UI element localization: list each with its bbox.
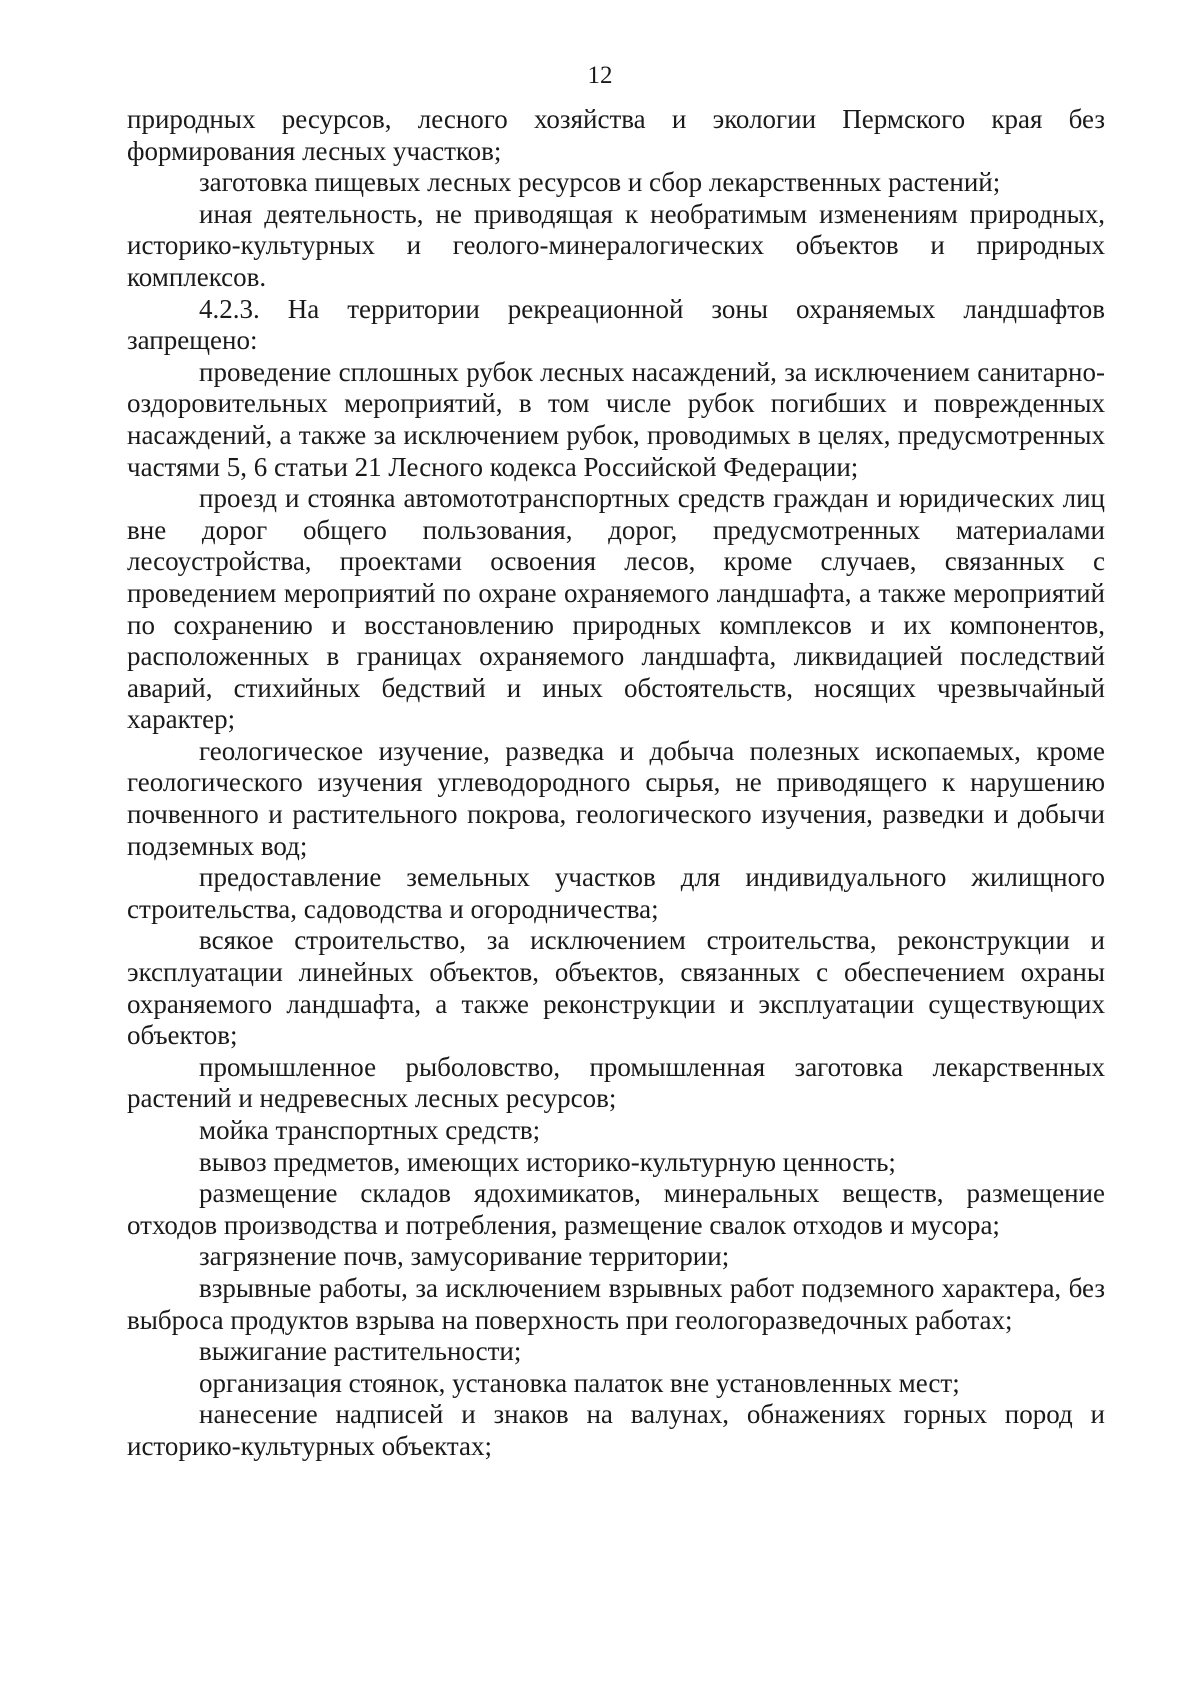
paragraph: вывоз предметов, имеющих историко-культурную ценность; [199,1146,896,1177]
paragraph: природных ресурсов, лесного хозяйства и экологии Пермского края без формирования лесных участков; [127,104,1105,166]
paragraph: проведение сплошных рубок лесных насаждений, за исключением санитарно-оздоровительных мероприятий, в том числе рубок погибших и поврежденных насаждений, а также за исключением рубок, проводимых в целях, предусмотренных частями 5, 6 статьи 21 Лесного кодекса Российской Федерации; [127,356,1105,482]
paragraph: выжигание растительности; [199,1336,522,1367]
paragraph: проезд и стоянка автомототранспортных средств граждан и юридических лиц вне дорог общего пользования, дорог, предусмотренных материалами лесоустройства, проектами освоения лесов, кроме случаев, связанных с проведением мероприятий по охране охраняемого ландшафта, а также мероприятий по сохранению и восстановлению природных комплексов и их компонентов, расположенных в границах охраняемого ландшафта, ликвидацией последствий аварий, стихийных бедствий и иных обстоятельств, носящих чрезвычайный характер; [127,483,1105,735]
paragraph: мойка транспортных средств; [199,1115,541,1145]
document-body [127,104,1105,1463]
paragraph: иная деятельность, не приводящая к необратимым изменениям природных, историко-культурных и геолого-минералогических объектов и природных комплексов. [127,198,1105,292]
paragraph: всякое строительство, за исключением строительства, реконструкции и эксплуатации линейных объектов, объектов, связанных с обеспечением охраны охраняемого ландшафта, а также реконструкции и эксплуатации существующих объектов; [127,925,1105,1051]
page-number: 12 [587,62,613,89]
paragraph: 4.2.3. На территории рекреационной зоны охраняемых ландшафтов запрещено: [127,293,1105,356]
paragraph: промышленное рыболовство, промышленная заготовка лекарственных растений и недревесных лесных ресурсов; [127,1051,1105,1114]
paragraph: загрязнение почв, замусоривание территории; [199,1241,730,1272]
paragraph: организация стоянок, установка палаток вне установленных мест; [199,1367,960,1398]
paragraph: предоставление земельных участков для индивидуального жилищного строительства, садоводства и огородничества; [127,862,1105,924]
paragraph: геологическое изучение, разведка и добыча полезных ископаемых, кроме геологического изучения углеводородного сырья, не приводящего к нарушению почвенного и растительного покрова, геологического изучения, разведки и добычи подземных вод; [127,735,1105,861]
paragraph: взрывные работы, за исключением взрывных работ подземного характера, без выброса продуктов взрыва на поверхность при геологоразведочных работах; [127,1272,1105,1335]
paragraph: нанесение надписей и знаков на валунах, обнажениях горных пород и историко-культурных объектах; [127,1399,1105,1461]
paragraph: размещение складов ядохимикатов, минеральных веществ, размещение отходов производства и потребления, размещение свалок отходов и мусора; [127,1178,1105,1240]
paragraph: заготовка пищевых лесных ресурсов и сбор лекарственных растений; [199,167,1001,198]
